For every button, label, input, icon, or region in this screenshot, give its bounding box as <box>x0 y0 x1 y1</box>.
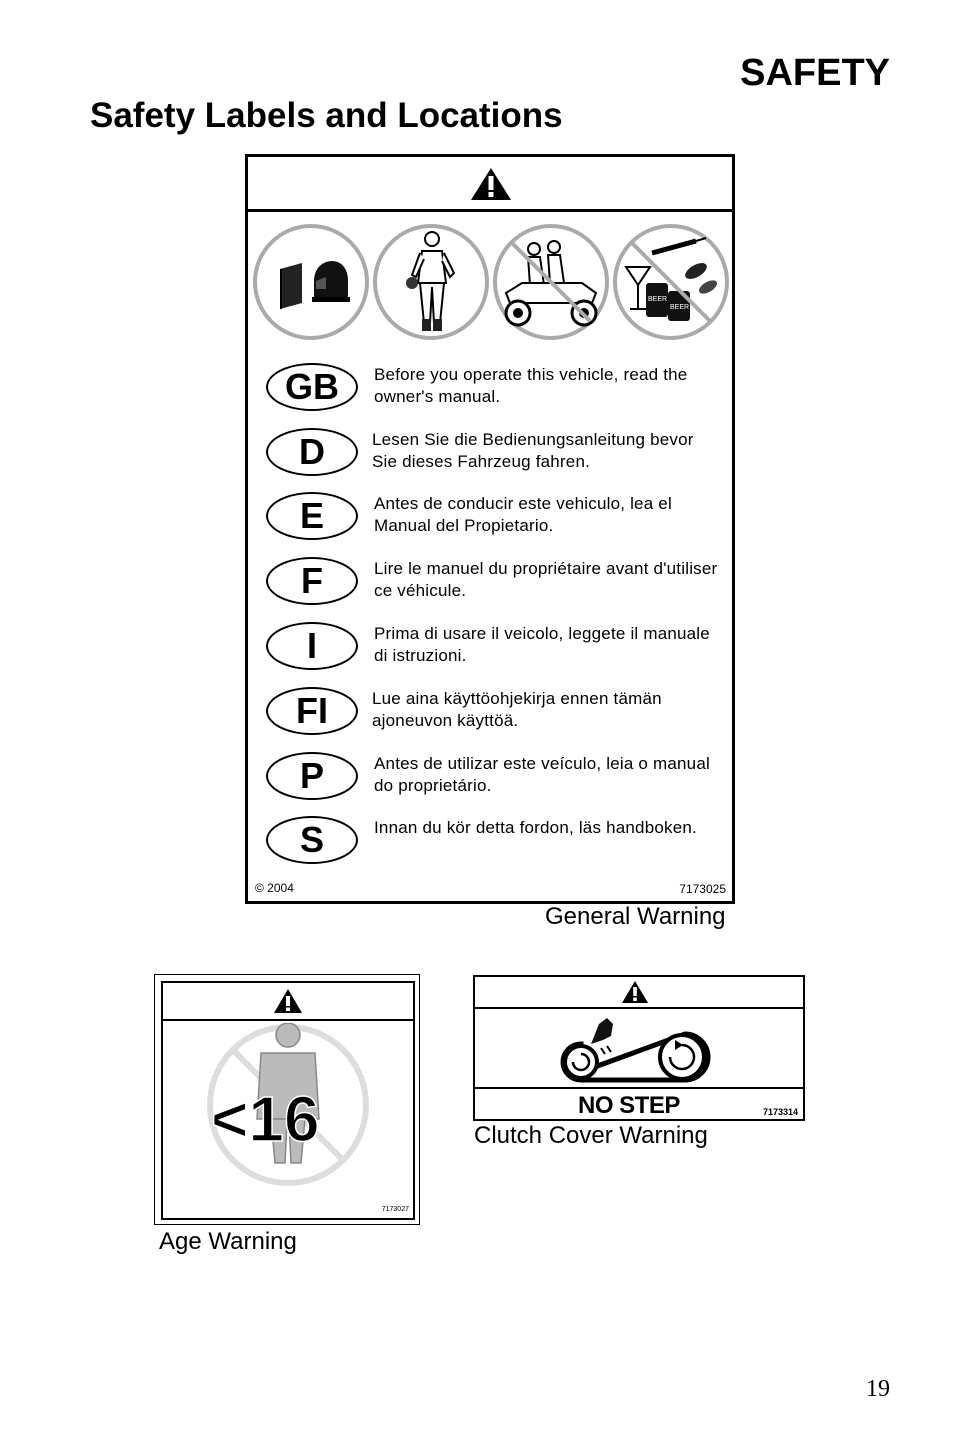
no-child-icon <box>163 1023 413 1203</box>
section-title: SAFETY <box>740 52 890 94</box>
language-row-d <box>266 428 726 480</box>
age-warning-label <box>154 974 420 1225</box>
language-text: Prima di usare il veicolo, leggete il manuale di istruzioni. <box>374 624 710 665</box>
language-text: Innan du kör detta fordon, läs handboken. <box>374 818 697 837</box>
clutch-warning-footer <box>475 1087 803 1121</box>
language-row-s <box>266 816 726 868</box>
language-code: P <box>266 752 358 800</box>
language-code: E <box>266 492 358 540</box>
language-text: Lire le manuel du propriétaire avant d'utiliser ce véhicule. <box>374 559 718 600</box>
label-code: 7173027 <box>381 1206 409 1213</box>
beer-label-2: BEER <box>670 304 690 311</box>
clutch-no-step-icon <box>475 1010 803 1086</box>
copyright: © 2004 <box>255 881 294 895</box>
no-passenger-icon <box>492 223 610 341</box>
general-warning-caption: General Warning <box>545 903 726 930</box>
age-warning-inner <box>161 981 415 1220</box>
language-row-p <box>266 752 726 804</box>
age-warning-caption: Age Warning <box>159 1228 297 1255</box>
warning-triangle-icon <box>273 988 303 1014</box>
language-text: Antes de utilizar este veículo, leia o manual do proprietário. <box>374 754 710 795</box>
language-code: FI <box>266 687 358 735</box>
language-row-f <box>266 557 726 609</box>
language-row-i <box>266 622 726 674</box>
page-number: 19 <box>866 1376 890 1402</box>
age-limit-text: <16 <box>211 1083 320 1155</box>
beer-label-1: BEER <box>648 296 668 303</box>
language-code: F <box>266 557 358 605</box>
clutch-warning-label <box>473 975 805 1121</box>
clutch-warning-caption: Clutch Cover Warning <box>474 1122 708 1149</box>
language-code: S <box>266 816 358 864</box>
language-row-e <box>266 492 726 544</box>
rider-gear-icon <box>372 223 490 341</box>
label-code: 7173025 <box>679 882 726 896</box>
language-row-gb <box>266 363 726 415</box>
general-warning-header <box>248 157 732 212</box>
no-drugs-alcohol-icon <box>612 223 730 341</box>
language-code: I <box>266 622 358 670</box>
label-code: 7173314 <box>762 1107 798 1117</box>
warning-triangle-icon <box>470 167 512 201</box>
clutch-warning-header <box>475 977 803 1009</box>
warning-triangle-icon <box>621 980 649 1004</box>
general-warning-label <box>245 154 735 904</box>
language-code: GB <box>266 363 358 411</box>
language-text: Before you operate this vehicle, read the owner's manual. <box>374 365 688 406</box>
language-text: Lue aina käyttöohjekirja ennen tämän ajoneuvon käyttöä. <box>372 689 662 730</box>
language-text: Lesen Sie die Bedienungsanleitung bevor Sie dieses Fahrzeug fahren. <box>372 430 694 471</box>
language-code: D <box>266 428 358 476</box>
pictogram-row <box>248 223 732 349</box>
page-heading: Safety Labels and Locations <box>90 96 563 135</box>
no-step-label: NO STEP <box>578 1092 680 1119</box>
language-text: Antes de conducir este vehiculo, lea el Manual del Propietario. <box>374 494 672 535</box>
manual-helmet-icon <box>252 223 370 341</box>
language-row-fi <box>266 687 726 739</box>
age-warning-header <box>163 983 413 1021</box>
